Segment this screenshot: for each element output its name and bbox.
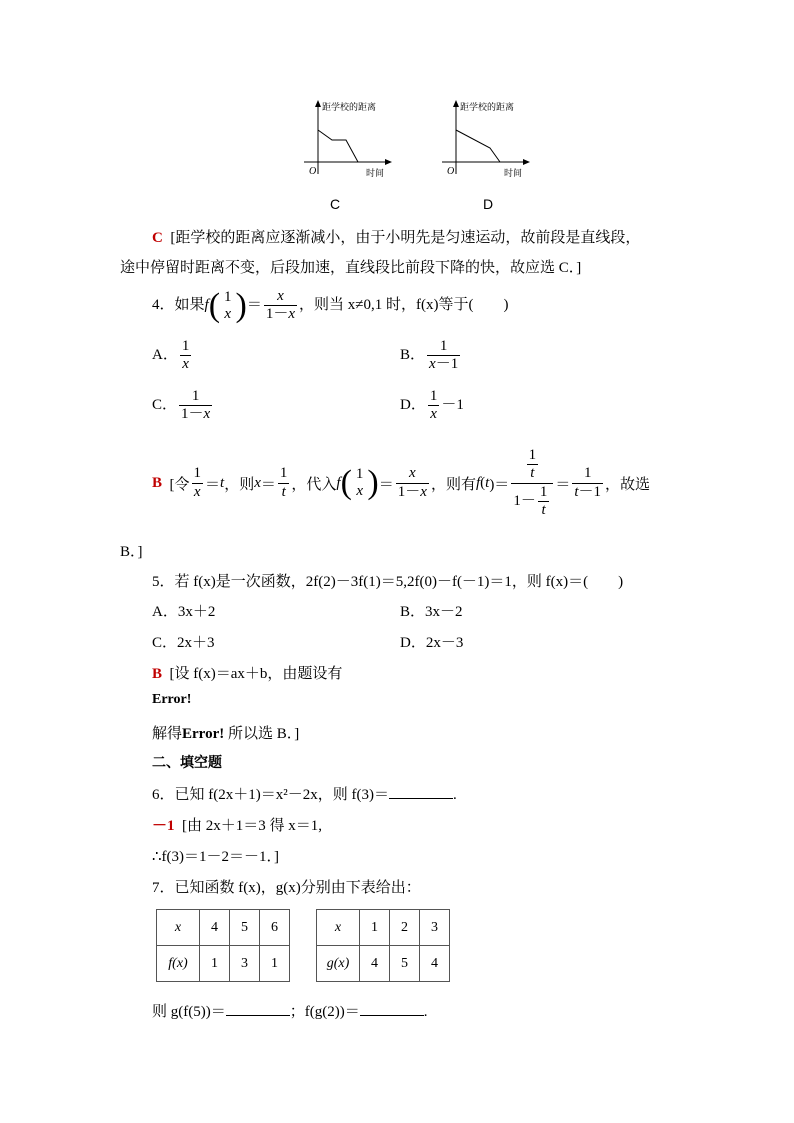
graph-c-ylabel: 距学校的距离 (322, 103, 377, 113)
q6-explain2: ∴f(3)＝1－2＝－1．] (152, 849, 280, 865)
q4-option-b: B． $\frac{1}{x-1}$ (400, 338, 459, 373)
graph-d-ylabel: 距学校的距离 (460, 103, 515, 113)
q4-answer: B (152, 474, 163, 491)
graph-c-label: C (330, 196, 341, 212)
graph-d-origin: O (447, 166, 455, 177)
q3-explain-line1 (152, 226, 640, 247)
section-title: 二、填空题 (152, 755, 222, 771)
q4-explain-end: B．] (120, 544, 143, 560)
q6-explain1: －1 [由 2x＋1＝3 得 x＝1, (152, 818, 323, 834)
q4-option-c: C． $\frac{1}{1-x}$ (152, 388, 211, 423)
q5-explain (152, 662, 342, 683)
q5-option-d: D．2x－3 (400, 635, 464, 651)
q5-option-a: A．3x＋2 (152, 604, 216, 620)
q4-explain: B [令 $\frac{1}{x}$ ＝ t ，则 x ＝ $\frac{1}{t}$ ，代入 f ( 1 x ) ＝ $\frac{x}{1-x}$ ，则有 f ( t )＝ $\frac{1}{t}$ 1－ $\frac{1}{t}$ ＝ $\frac{1}{t-1}$ ，故选 (152, 447, 651, 518)
q6-stem: 6．已知 f(2x＋1)＝x²－2x，则 f(3)＝ . (152, 783, 457, 804)
table-f (156, 909, 290, 982)
q5-answer: B (152, 666, 163, 682)
table-row: f(x) 1 3 1 (157, 946, 290, 982)
q4-stem: 4．如果f( 1 x )＝ $\frac{x}{1-x}$ ，则当 x≠0,1 时，f(x)等于( ) (152, 286, 509, 324)
q4-number: 4．如果 (152, 297, 205, 314)
graph-d-xlabel: 时间 (504, 169, 523, 179)
graph-c-xlabel: 时间 (366, 169, 385, 179)
q3-explain1: [距学校的距离应逐渐减小，由于小明先是匀速运动，故前段是直线段， (170, 230, 641, 246)
table-row: x 1 2 3 (317, 910, 450, 946)
q5-option-c: C．2x＋3 (152, 635, 215, 651)
q5-explain-text: [设 f(x)＝ax＋b，由题设有 (169, 666, 343, 682)
q7-stem: 7．已知函数 f(x)，g(x)分别由下表给出： (152, 880, 421, 896)
q3-answer: C (152, 230, 163, 246)
graph-d (438, 98, 533, 182)
table-g (316, 909, 450, 982)
q5-option-b: B．3x－2 (400, 604, 463, 620)
q5-error: Error! (152, 692, 192, 707)
q4-tail: ，则当 x≠0,1 时，f(x)等于( ) (299, 297, 509, 314)
q7-ask: 则 g(f(5))＝ ；f(g(2))＝ . (152, 1000, 427, 1021)
graph-c-origin: O (309, 166, 317, 177)
q4-option-d: D． $\frac{1}{x}$ －1 (400, 388, 464, 423)
q4-option-a: A． $\frac{1}{x}$ (152, 338, 190, 373)
graph-d-label: D (483, 196, 494, 212)
q3-explain2: 途中停留时距离不变，后段加速，直线段比前段下降的快，故应选 C．] (120, 260, 582, 276)
q5-stem: 5．若 f(x)是一次函数，2f(2)－3f(1)＝5,2f(0)－f(－1)＝1，则 f(x)＝( ) (152, 574, 624, 590)
graph-c (300, 98, 395, 182)
q6-answer: －1 (152, 818, 175, 834)
table-row: x 4 5 6 (157, 910, 290, 946)
q5-solve: 解得Error! 所以选 B．] (152, 726, 300, 742)
table-row: g(x) 4 5 4 (317, 946, 450, 982)
